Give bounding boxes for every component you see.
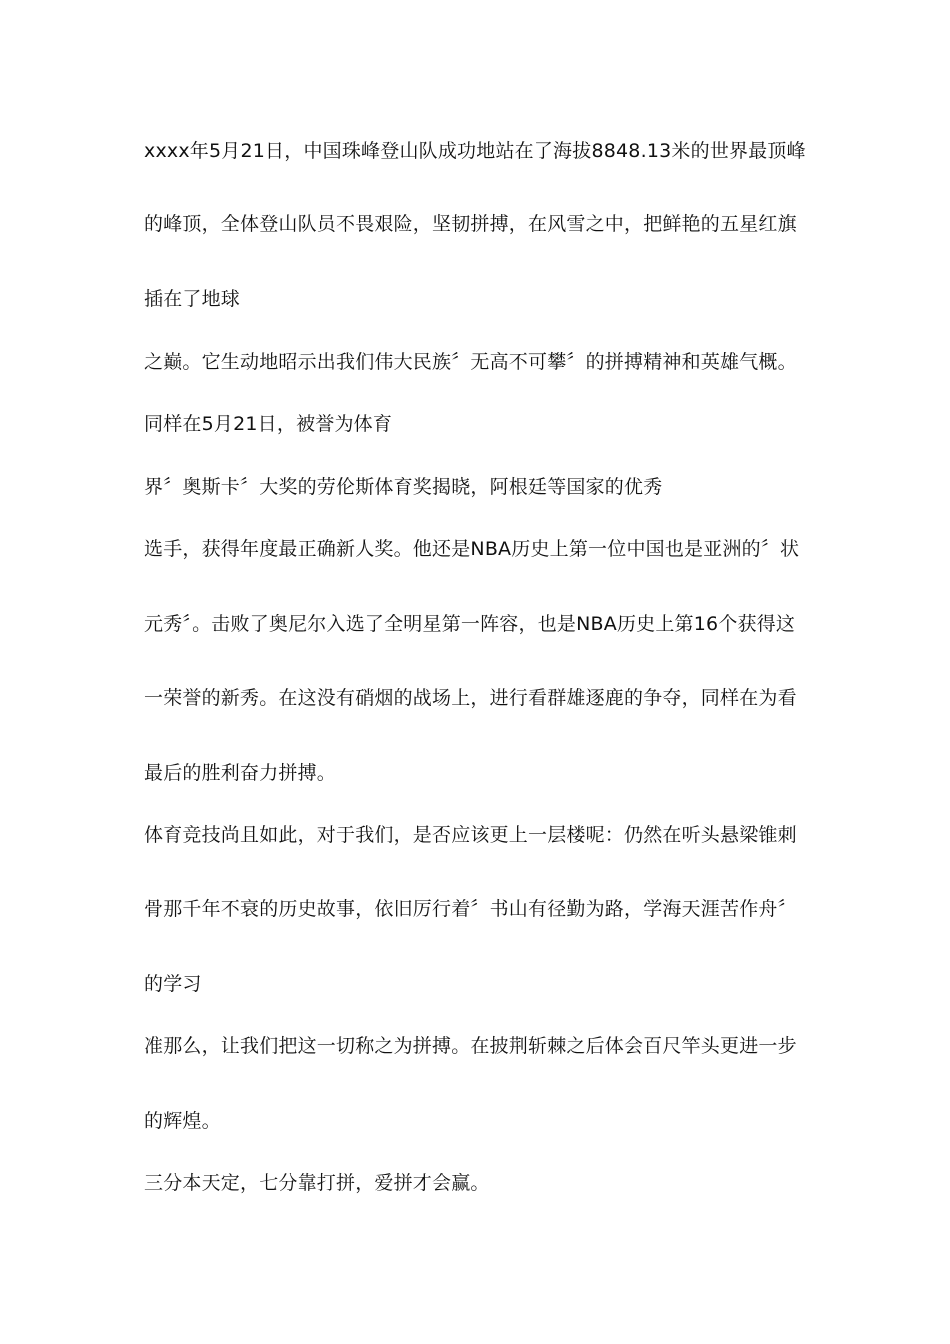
text-line-1: xxxx年5月21日，中国珠峰登山队成功地站在了海拔8848.13米的世界最顶峰 <box>144 140 806 162</box>
text-line-9: 一荣誉的新秀。在这没有硝烟的战场上，进行看群雄逐鹿的争夺，同样在为看 <box>144 687 797 709</box>
text-line-5: 同样在5月21日，被誉为体育 <box>144 413 393 435</box>
text-line-11: 体育竞技尚且如此，对于我们，是否应该更上一层楼呢：仍然在听头悬梁锥刺 <box>144 824 797 846</box>
text-line-12: 骨那千年不衰的历史故事，依旧厉行着〞书山有径勤为路，学海天涯苦作舟〞 <box>144 898 797 920</box>
text-line-3: 插在了地球 <box>144 288 241 310</box>
text-line-14: 准那么，让我们把这一切称之为拼搏。在披荆斩棘之后体会百尺竿头更进一步 <box>144 1035 797 1057</box>
text-line-2: 的峰顶，全体登山队员不畏艰险，坚韧拼搏，在风雪之中，把鲜艳的五星红旗 <box>144 213 797 235</box>
text-line-10: 最后的胜利奋力拼搏。 <box>144 762 337 784</box>
text-line-8: 元秀〞。击败了奥尼尔入选了全明星第一阵容，也是NBA历史上第16个获得这 <box>144 613 796 635</box>
text-line-13: 的学习 <box>144 973 202 995</box>
text-line-16: 三分本天定，七分靠打拼，爱拼才会赢。 <box>144 1172 490 1194</box>
text-line-7: 选手，获得年度最正确新人奖。他还是NBA历史上第一位中国也是亚洲的〞状 <box>144 538 800 560</box>
text-line-6: 界〞奥斯卡〞大奖的劳伦斯体育奖揭晓，阿根廷等国家的优秀 <box>144 476 663 498</box>
text-line-4: 之巅。它生动地昭示出我们伟大民族〞无高不可攀〞的拼搏精神和英雄气概。 <box>144 351 797 373</box>
text-line-15: 的辉煌。 <box>144 1110 221 1132</box>
